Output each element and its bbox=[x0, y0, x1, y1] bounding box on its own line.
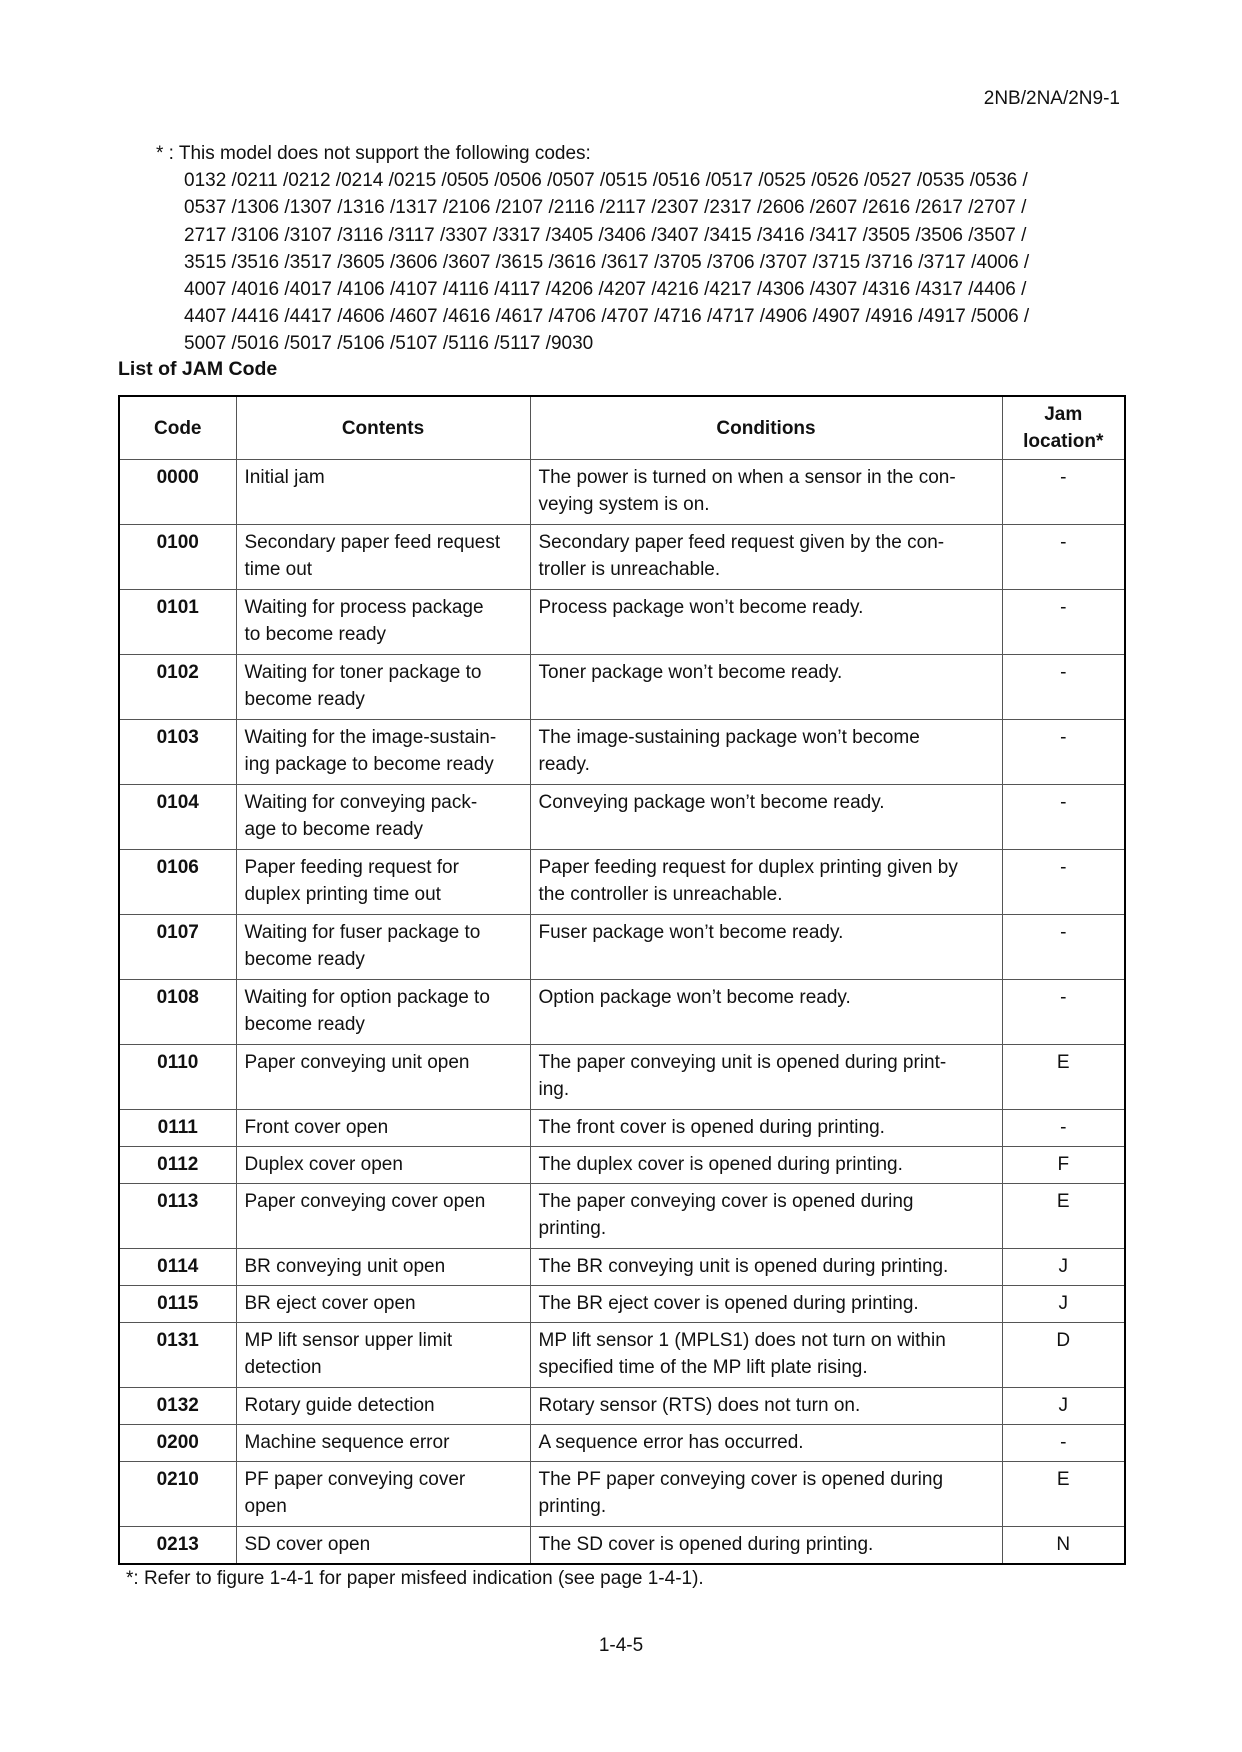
conditions-line: ready. bbox=[538, 754, 590, 775]
contents-line: SD cover open bbox=[244, 1534, 371, 1555]
table-row bbox=[119, 785, 1125, 850]
contents-line: age to become ready bbox=[244, 819, 424, 840]
table-row bbox=[119, 850, 1125, 915]
cell-jam-location: D bbox=[1002, 1323, 1125, 1388]
codes-line: 3515 /3516 /3517 /3605 /3606 /3607 /3615 /3616 /3617 /3705 /3706 /3707 /3715 /3716 /3717 /4006 / bbox=[184, 251, 1030, 273]
cell-contents bbox=[236, 980, 530, 1045]
cell-code: 0132 bbox=[119, 1388, 236, 1425]
table-row bbox=[119, 655, 1125, 720]
table-row bbox=[119, 460, 1125, 525]
conditions-line: The SD cover is opened during printing. bbox=[538, 1534, 874, 1555]
conditions-line: the controller is unreachable. bbox=[538, 884, 783, 905]
cell-code: 0107 bbox=[119, 915, 236, 980]
conditions-line: The BR eject cover is opened during printing. bbox=[538, 1293, 919, 1314]
header-jam-location bbox=[1002, 396, 1125, 460]
cell-jam-location: E bbox=[1002, 1045, 1125, 1110]
conditions-line: Option package won’t become ready. bbox=[538, 987, 851, 1008]
section-title: List of JAM Code bbox=[118, 358, 278, 380]
table-row bbox=[119, 1045, 1125, 1110]
contents-line: BR eject cover open bbox=[244, 1293, 416, 1314]
cell-code: 0200 bbox=[119, 1425, 236, 1462]
cell-jam-location: E bbox=[1002, 1184, 1125, 1249]
cell-contents bbox=[236, 915, 530, 980]
table-row bbox=[119, 1462, 1125, 1527]
cell-jam-location: - bbox=[1002, 1425, 1125, 1462]
cell-contents bbox=[236, 850, 530, 915]
conditions-line: Secondary paper feed request given by the con- bbox=[538, 532, 945, 553]
cell-code: 0104 bbox=[119, 785, 236, 850]
cell-code: 0100 bbox=[119, 525, 236, 590]
contents-line: become ready bbox=[244, 689, 365, 710]
contents-line: become ready bbox=[244, 1014, 365, 1035]
page-number: 1-4-5 bbox=[598, 1635, 644, 1656]
table-row bbox=[119, 1110, 1125, 1147]
cell-jam-location: - bbox=[1002, 525, 1125, 590]
unsupported-codes-note bbox=[156, 140, 1116, 358]
contents-line: Waiting for the image-sustain- bbox=[244, 727, 497, 748]
cell-contents bbox=[236, 525, 530, 590]
conditions-line: The paper conveying unit is opened during print- bbox=[538, 1052, 947, 1073]
table-row bbox=[119, 1425, 1125, 1462]
unsupported-codes-list bbox=[156, 167, 1116, 357]
conditions-line: The PF paper conveying cover is opened during bbox=[538, 1469, 944, 1490]
cell-code: 0110 bbox=[119, 1045, 236, 1110]
contents-line: Initial jam bbox=[244, 467, 325, 488]
cell-conditions bbox=[530, 1147, 1002, 1184]
contents-line: Duplex cover open bbox=[244, 1154, 403, 1175]
conditions-line: The paper conveying cover is opened during bbox=[538, 1191, 914, 1212]
cell-code: 0000 bbox=[119, 460, 236, 525]
conditions-line: A sequence error has occurred. bbox=[538, 1432, 804, 1453]
contents-line: Paper conveying unit open bbox=[244, 1052, 470, 1073]
cell-jam-location: - bbox=[1002, 590, 1125, 655]
conditions-line: ing. bbox=[538, 1079, 570, 1100]
conditions-line: Rotary sensor (RTS) does not turn on. bbox=[538, 1395, 861, 1416]
codes-line: 0132 /0211 /0212 /0214 /0215 /0505 /0506 /0507 /0515 /0516 /0517 /0525 /0526 /0527 /0535 /0536 / bbox=[184, 170, 1028, 192]
contents-line: Waiting for fuser package to bbox=[244, 922, 481, 943]
document-code: 2NB/2NA/2N9-1 bbox=[983, 88, 1120, 109]
contents-line: Waiting for process package bbox=[244, 597, 484, 618]
table-row bbox=[119, 1147, 1125, 1184]
conditions-line: printing. bbox=[538, 1218, 607, 1239]
contents-line: Front cover open bbox=[244, 1117, 389, 1138]
codes-line: 5007 /5016 /5017 /5106 /5107 /5116 /5117 /9030 bbox=[184, 333, 594, 355]
conditions-line: Conveying package won’t become ready. bbox=[538, 792, 885, 813]
codes-line: 4007 /4016 /4017 /4106 /4107 /4116 /4117 /4206 /4207 /4216 /4217 /4306 /4307 /4316 /4317 /4406 / bbox=[184, 279, 1027, 301]
contents-line: open bbox=[244, 1496, 287, 1517]
cell-contents bbox=[236, 1184, 530, 1249]
cell-conditions bbox=[530, 590, 1002, 655]
codes-line: 0537 /1306 /1307 /1316 /1317 /2106 /2107 /2116 /2117 /2307 /2317 /2606 /2607 /2616 /2617 /2707 / bbox=[184, 197, 1027, 219]
jam-code-table bbox=[118, 395, 1126, 1565]
cell-code: 0106 bbox=[119, 850, 236, 915]
cell-contents bbox=[236, 655, 530, 720]
cell-code: 0111 bbox=[119, 1110, 236, 1147]
table-row bbox=[119, 1249, 1125, 1286]
cell-code: 0103 bbox=[119, 720, 236, 785]
header-jam-location-line1: Jam bbox=[1044, 404, 1083, 425]
contents-line: Rotary guide detection bbox=[244, 1395, 435, 1416]
conditions-line: The duplex cover is opened during printing. bbox=[538, 1154, 903, 1175]
cell-conditions bbox=[530, 980, 1002, 1045]
cell-jam-location: N bbox=[1002, 1527, 1125, 1565]
cell-code: 0112 bbox=[119, 1147, 236, 1184]
conditions-line: Toner package won’t become ready. bbox=[538, 662, 843, 683]
contents-line: detection bbox=[244, 1357, 322, 1378]
conditions-line: The BR conveying unit is opened during printing. bbox=[538, 1256, 949, 1277]
cell-contents bbox=[236, 1388, 530, 1425]
conditions-line: The power is turned on when a sensor in the con- bbox=[538, 467, 956, 488]
contents-line: become ready bbox=[244, 949, 365, 970]
cell-conditions bbox=[530, 1527, 1002, 1565]
footnote: *: Refer to figure 1-4-1 for paper misfeed indication (see page 1-4-1). bbox=[126, 1568, 704, 1589]
table-row bbox=[119, 1527, 1125, 1565]
cell-jam-location: - bbox=[1002, 980, 1125, 1045]
cell-contents bbox=[236, 1286, 530, 1323]
cell-code: 0210 bbox=[119, 1462, 236, 1527]
header-conditions: Conditions bbox=[530, 396, 1002, 460]
cell-contents bbox=[236, 720, 530, 785]
contents-line: Machine sequence error bbox=[244, 1432, 450, 1453]
cell-conditions bbox=[530, 1286, 1002, 1323]
conditions-line: troller is unreachable. bbox=[538, 559, 721, 580]
cell-code: 0114 bbox=[119, 1249, 236, 1286]
contents-line: Secondary paper feed request bbox=[244, 532, 501, 553]
conditions-line: The image-sustaining package won’t become bbox=[538, 727, 920, 748]
contents-line: Paper conveying cover open bbox=[244, 1191, 486, 1212]
conditions-line: specified time of the MP lift plate rising. bbox=[538, 1357, 868, 1378]
table-row bbox=[119, 1388, 1125, 1425]
cell-jam-location: J bbox=[1002, 1388, 1125, 1425]
cell-conditions bbox=[530, 720, 1002, 785]
conditions-line: printing. bbox=[538, 1496, 607, 1517]
cell-jam-location: J bbox=[1002, 1249, 1125, 1286]
codes-line: 4407 /4416 /4417 /4606 /4607 /4616 /4617 /4706 /4707 /4716 /4717 /4906 /4907 /4916 /4917 /5006 / bbox=[184, 306, 1030, 328]
cell-jam-location: - bbox=[1002, 915, 1125, 980]
cell-jam-location: - bbox=[1002, 1110, 1125, 1147]
codes-line: 2717 /3106 /3107 /3116 /3117 /3307 /3317 /3405 /3406 /3407 /3415 /3416 /3417 /3505 /3506 /3507 / bbox=[184, 224, 1027, 246]
cell-jam-location: - bbox=[1002, 785, 1125, 850]
conditions-line: The front cover is opened during printing. bbox=[538, 1117, 885, 1138]
cell-contents bbox=[236, 1527, 530, 1565]
cell-code: 0131 bbox=[119, 1323, 236, 1388]
cell-conditions bbox=[530, 460, 1002, 525]
cell-conditions bbox=[530, 1425, 1002, 1462]
table-row bbox=[119, 590, 1125, 655]
cell-contents bbox=[236, 1323, 530, 1388]
cell-jam-location: - bbox=[1002, 720, 1125, 785]
header-jam-location-line2: location* bbox=[1023, 431, 1104, 452]
contents-line: BR conveying unit open bbox=[244, 1256, 446, 1277]
cell-conditions bbox=[530, 1045, 1002, 1110]
table-body bbox=[119, 460, 1125, 1565]
cell-contents bbox=[236, 1425, 530, 1462]
contents-line: time out bbox=[244, 559, 313, 580]
conditions-line: Process package won’t become ready. bbox=[538, 597, 864, 618]
table-row bbox=[119, 1184, 1125, 1249]
cell-code: 0102 bbox=[119, 655, 236, 720]
cell-contents bbox=[236, 1110, 530, 1147]
cell-contents bbox=[236, 590, 530, 655]
cell-code: 0115 bbox=[119, 1286, 236, 1323]
cell-contents bbox=[236, 785, 530, 850]
cell-code: 0108 bbox=[119, 980, 236, 1045]
table-header-row bbox=[119, 396, 1125, 460]
conditions-line: Paper feeding request for duplex printing given by bbox=[538, 857, 958, 878]
cell-contents bbox=[236, 1147, 530, 1184]
header-code: Code bbox=[119, 396, 236, 460]
cell-jam-location: E bbox=[1002, 1462, 1125, 1527]
note-intro: * : This model does not support the following codes: bbox=[156, 143, 591, 164]
contents-line: Waiting for toner package to bbox=[244, 662, 482, 683]
cell-conditions bbox=[530, 1184, 1002, 1249]
conditions-line: veying system is on. bbox=[538, 494, 710, 515]
cell-conditions bbox=[530, 1249, 1002, 1286]
header-contents: Contents bbox=[236, 396, 530, 460]
contents-line: to become ready bbox=[244, 624, 387, 645]
cell-conditions bbox=[530, 1388, 1002, 1425]
cell-contents bbox=[236, 1249, 530, 1286]
table-row bbox=[119, 1286, 1125, 1323]
cell-contents bbox=[236, 1462, 530, 1527]
table-row bbox=[119, 720, 1125, 785]
cell-code: 0213 bbox=[119, 1527, 236, 1565]
cell-conditions bbox=[530, 1323, 1002, 1388]
table-row bbox=[119, 980, 1125, 1045]
cell-conditions bbox=[530, 785, 1002, 850]
table-row bbox=[119, 525, 1125, 590]
cell-code: 0113 bbox=[119, 1184, 236, 1249]
contents-line: MP lift sensor upper limit bbox=[244, 1330, 453, 1351]
contents-line: Waiting for option package to bbox=[244, 987, 490, 1008]
cell-conditions bbox=[530, 915, 1002, 980]
contents-line: ing package to become ready bbox=[244, 754, 494, 775]
contents-line: duplex printing time out bbox=[244, 884, 441, 905]
cell-conditions bbox=[530, 525, 1002, 590]
cell-code: 0101 bbox=[119, 590, 236, 655]
cell-contents bbox=[236, 460, 530, 525]
cell-jam-location: - bbox=[1002, 850, 1125, 915]
cell-conditions bbox=[530, 1462, 1002, 1527]
cell-contents bbox=[236, 1045, 530, 1110]
conditions-line: MP lift sensor 1 (MPLS1) does not turn on within bbox=[538, 1330, 946, 1351]
table-row bbox=[119, 915, 1125, 980]
contents-line: Paper feeding request for bbox=[244, 857, 459, 878]
cell-conditions bbox=[530, 1110, 1002, 1147]
cell-conditions bbox=[530, 850, 1002, 915]
contents-line: Waiting for conveying pack- bbox=[244, 792, 478, 813]
cell-jam-location: - bbox=[1002, 655, 1125, 720]
conditions-line: Fuser package won’t become ready. bbox=[538, 922, 844, 943]
cell-jam-location: - bbox=[1002, 460, 1125, 525]
cell-conditions bbox=[530, 655, 1002, 720]
cell-jam-location: F bbox=[1002, 1147, 1125, 1184]
table-row bbox=[119, 1323, 1125, 1388]
cell-jam-location: J bbox=[1002, 1286, 1125, 1323]
contents-line: PF paper conveying cover bbox=[244, 1469, 466, 1490]
